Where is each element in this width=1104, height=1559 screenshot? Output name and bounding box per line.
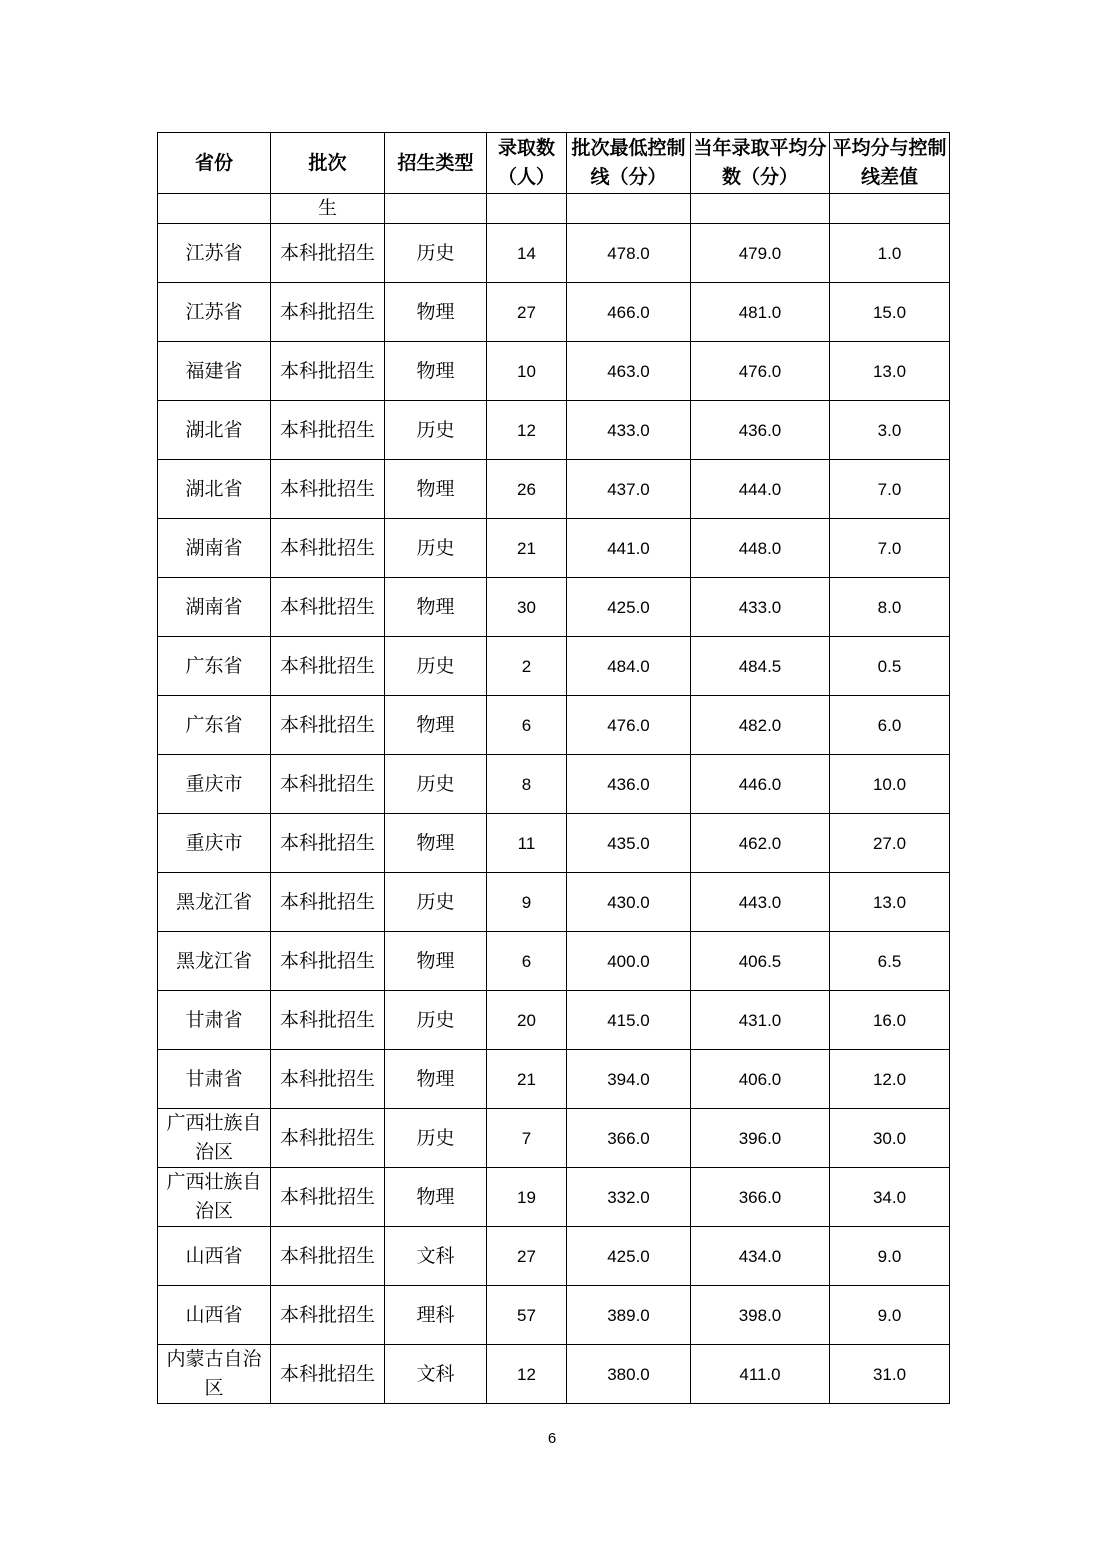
cell-type: 物理 (385, 1050, 487, 1109)
cell-type: 历史 (385, 224, 487, 283)
header-row (158, 133, 950, 194)
cell-average: 396.0 (691, 1109, 830, 1168)
cell-average: 479.0 (691, 224, 830, 283)
cell-average: 481.0 (691, 283, 830, 342)
table-cell (691, 194, 830, 224)
cell-type: 文科 (385, 1227, 487, 1286)
cell-province: 甘肃省 (158, 991, 271, 1050)
cell-average: 476.0 (691, 342, 830, 401)
table-cell (385, 194, 487, 224)
cell-average: 411.0 (691, 1345, 830, 1404)
cell-type: 物理 (385, 696, 487, 755)
cell-batch: 本科批招生 (271, 1345, 385, 1404)
table-row (158, 932, 950, 991)
cell-difference: 6.5 (830, 932, 950, 991)
cell-control-line: 394.0 (567, 1050, 691, 1109)
cell-type: 理科 (385, 1286, 487, 1345)
table-row (158, 283, 950, 342)
cell-batch: 本科批招生 (271, 696, 385, 755)
cell-control-line: 433.0 (567, 401, 691, 460)
cell-control-line: 437.0 (567, 460, 691, 519)
cell-province: 广东省 (158, 696, 271, 755)
cell-difference: 7.0 (830, 519, 950, 578)
cell-batch: 本科批招生 (271, 873, 385, 932)
cell-count: 9 (487, 873, 567, 932)
cell-difference: 31.0 (830, 1345, 950, 1404)
table-row (158, 1109, 950, 1168)
cell-difference: 0.5 (830, 637, 950, 696)
cell-type: 物理 (385, 932, 487, 991)
cell-difference: 7.0 (830, 460, 950, 519)
cell-control-line: 463.0 (567, 342, 691, 401)
cell-difference: 34.0 (830, 1168, 950, 1227)
cell-control-line: 436.0 (567, 755, 691, 814)
table-row (158, 342, 950, 401)
cell-batch: 本科批招生 (271, 1168, 385, 1227)
table-row (158, 519, 950, 578)
cell-batch: 本科批招生 (271, 814, 385, 873)
cell-batch: 本科批招生 (271, 578, 385, 637)
cell-control-line: 425.0 (567, 1227, 691, 1286)
table-row (158, 1345, 950, 1404)
header-average: 当年录取平均分数（分） (691, 133, 830, 194)
table-row (158, 1050, 950, 1109)
table-row (158, 401, 950, 460)
cell-count: 27 (487, 1227, 567, 1286)
cell-difference: 30.0 (830, 1109, 950, 1168)
cell-batch: 本科批招生 (271, 342, 385, 401)
cell-difference: 12.0 (830, 1050, 950, 1109)
cell-control-line: 466.0 (567, 283, 691, 342)
header-type: 招生类型 (385, 133, 487, 194)
cell-control-line: 415.0 (567, 991, 691, 1050)
cell-batch: 本科批招生 (271, 755, 385, 814)
cell-control-line: 435.0 (567, 814, 691, 873)
cell-province: 黑龙江省 (158, 873, 271, 932)
cell-control-line: 441.0 (567, 519, 691, 578)
table-cell (487, 194, 567, 224)
cell-province: 重庆市 (158, 755, 271, 814)
cell-batch: 本科批招生 (271, 224, 385, 283)
table-row (158, 696, 950, 755)
cell-province: 山西省 (158, 1227, 271, 1286)
cell-control-line: 389.0 (567, 1286, 691, 1345)
continuation-row (158, 194, 950, 224)
cell-type: 历史 (385, 637, 487, 696)
cell-count: 21 (487, 1050, 567, 1109)
cell-batch: 本科批招生 (271, 460, 385, 519)
cell-province: 湖南省 (158, 519, 271, 578)
cell-average: 436.0 (691, 401, 830, 460)
cell-difference: 16.0 (830, 991, 950, 1050)
cell-type: 物理 (385, 814, 487, 873)
cell-batch: 本科批招生 (271, 1050, 385, 1109)
header-control-line: 批次最低控制线（分） (567, 133, 691, 194)
cell-average: 482.0 (691, 696, 830, 755)
cell-province: 广东省 (158, 637, 271, 696)
cell-count: 21 (487, 519, 567, 578)
table-row (158, 1227, 950, 1286)
cell-type: 物理 (385, 342, 487, 401)
cell-average: 398.0 (691, 1286, 830, 1345)
cell-count: 20 (487, 991, 567, 1050)
cell-control-line: 478.0 (567, 224, 691, 283)
header-count: 录取数（人） (487, 133, 567, 194)
header-difference: 平均分与控制线差值 (830, 133, 950, 194)
cell-average: 462.0 (691, 814, 830, 873)
cell-average: 448.0 (691, 519, 830, 578)
cell-average: 434.0 (691, 1227, 830, 1286)
table-row (158, 755, 950, 814)
cell-count: 14 (487, 224, 567, 283)
cell-count: 6 (487, 932, 567, 991)
cell-average: 406.5 (691, 932, 830, 991)
cell-batch: 本科批招生 (271, 401, 385, 460)
cell-difference: 27.0 (830, 814, 950, 873)
admission-table (157, 132, 950, 1404)
cell-average: 366.0 (691, 1168, 830, 1227)
cell-difference: 13.0 (830, 342, 950, 401)
cell-control-line: 430.0 (567, 873, 691, 932)
cell-count: 7 (487, 1109, 567, 1168)
cell-difference: 1.0 (830, 224, 950, 283)
cell-count: 19 (487, 1168, 567, 1227)
cell-average: 406.0 (691, 1050, 830, 1109)
cell-difference: 8.0 (830, 578, 950, 637)
table-row (158, 1168, 950, 1227)
cell-count: 27 (487, 283, 567, 342)
page-number: 6 (547, 1430, 557, 1447)
cell-province: 黑龙江省 (158, 932, 271, 991)
cell-average: 484.5 (691, 637, 830, 696)
cell-average: 444.0 (691, 460, 830, 519)
cell-control-line: 332.0 (567, 1168, 691, 1227)
cell-province: 湖北省 (158, 401, 271, 460)
cell-control-line: 476.0 (567, 696, 691, 755)
cell-province: 山西省 (158, 1286, 271, 1345)
cell-average: 443.0 (691, 873, 830, 932)
table-row (158, 814, 950, 873)
cell-type: 历史 (385, 991, 487, 1050)
table-cell (830, 194, 950, 224)
cell-type: 物理 (385, 578, 487, 637)
cell-province: 内蒙古自治区 (158, 1345, 271, 1404)
cell-province: 江苏省 (158, 283, 271, 342)
cell-type: 物理 (385, 1168, 487, 1227)
table-cell (158, 194, 271, 224)
cell-province: 江苏省 (158, 224, 271, 283)
cell-average: 431.0 (691, 991, 830, 1050)
cell-control-line: 400.0 (567, 932, 691, 991)
cell-province: 湖南省 (158, 578, 271, 637)
cell-difference: 13.0 (830, 873, 950, 932)
cell-difference: 10.0 (830, 755, 950, 814)
cell-count: 12 (487, 401, 567, 460)
table-row (158, 991, 950, 1050)
table-row (158, 224, 950, 283)
cell-count: 57 (487, 1286, 567, 1345)
cell-count: 8 (487, 755, 567, 814)
cell-type: 历史 (385, 401, 487, 460)
cell-type: 物理 (385, 460, 487, 519)
cell-batch: 本科批招生 (271, 637, 385, 696)
header-province: 省份 (158, 133, 271, 194)
cell-control-line: 484.0 (567, 637, 691, 696)
cell-province: 广西壮族自治区 (158, 1168, 271, 1227)
cell-batch: 本科批招生 (271, 283, 385, 342)
cell-province: 广西壮族自治区 (158, 1109, 271, 1168)
cell-type: 文科 (385, 1345, 487, 1404)
cell-batch: 本科批招生 (271, 1227, 385, 1286)
cell-type: 历史 (385, 755, 487, 814)
table-cell (567, 194, 691, 224)
cell-count: 30 (487, 578, 567, 637)
table-row (158, 460, 950, 519)
cell-count: 11 (487, 814, 567, 873)
cell-type: 历史 (385, 519, 487, 578)
cell-average: 433.0 (691, 578, 830, 637)
cell-batch: 本科批招生 (271, 1286, 385, 1345)
cell-batch: 本科批招生 (271, 932, 385, 991)
cell-type: 历史 (385, 1109, 487, 1168)
cell-batch: 本科批招生 (271, 519, 385, 578)
cell-count: 2 (487, 637, 567, 696)
cell-province: 福建省 (158, 342, 271, 401)
cell-difference: 9.0 (830, 1286, 950, 1345)
cell-type: 物理 (385, 283, 487, 342)
cell-type: 历史 (385, 873, 487, 932)
cell-count: 6 (487, 696, 567, 755)
cell-count: 10 (487, 342, 567, 401)
cell-province: 重庆市 (158, 814, 271, 873)
cell-batch: 本科批招生 (271, 1109, 385, 1168)
header-batch: 批次 (271, 133, 385, 194)
cell-province: 甘肃省 (158, 1050, 271, 1109)
cell-difference: 6.0 (830, 696, 950, 755)
cell-batch: 本科批招生 (271, 991, 385, 1050)
table-row (158, 873, 950, 932)
table-row (158, 578, 950, 637)
table-row (158, 1286, 950, 1345)
cell-difference: 15.0 (830, 283, 950, 342)
cell-difference: 3.0 (830, 401, 950, 460)
table-cell: 生 (271, 194, 385, 224)
cell-control-line: 366.0 (567, 1109, 691, 1168)
cell-difference: 9.0 (830, 1227, 950, 1286)
table-row (158, 637, 950, 696)
cell-count: 26 (487, 460, 567, 519)
cell-province: 湖北省 (158, 460, 271, 519)
cell-average: 446.0 (691, 755, 830, 814)
cell-control-line: 380.0 (567, 1345, 691, 1404)
cell-count: 12 (487, 1345, 567, 1404)
cell-control-line: 425.0 (567, 578, 691, 637)
